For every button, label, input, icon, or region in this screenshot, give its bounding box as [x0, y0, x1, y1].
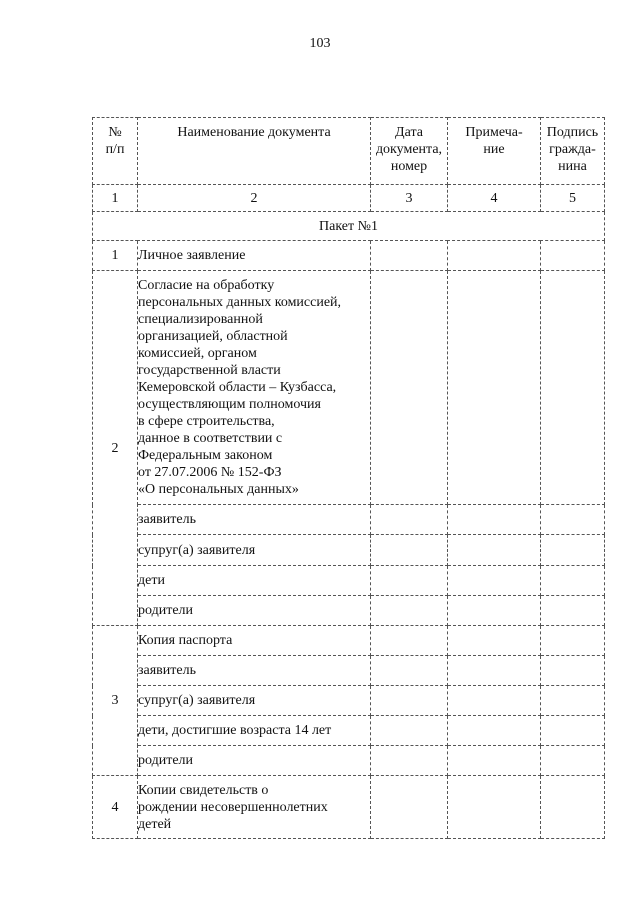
date-cell: [371, 716, 448, 746]
date-cell: [371, 686, 448, 716]
signature-cell: [541, 776, 605, 839]
document-subitem: дети, достигшие возраста 14 лет: [138, 716, 371, 746]
signature-cell: [541, 626, 605, 656]
signature-cell: [541, 686, 605, 716]
table-row: [93, 505, 605, 535]
note-cell: [448, 686, 541, 716]
table-row: [93, 746, 605, 776]
signature-cell: [541, 535, 605, 566]
note-cell: [448, 626, 541, 656]
document-subitem: дети: [138, 566, 371, 596]
document-subitem: супруг(а) заявителя: [138, 535, 371, 566]
signature-cell: [541, 566, 605, 596]
date-cell: [371, 656, 448, 686]
table-row: [93, 776, 605, 839]
document-subitem: супруг(а) заявителя: [138, 686, 371, 716]
table-row: [93, 596, 605, 626]
row-number: 2: [93, 271, 138, 626]
column-number: 1: [93, 185, 138, 212]
signature-cell: [541, 596, 605, 626]
date-cell: [371, 535, 448, 566]
table-row: [93, 656, 605, 686]
column-number: 5: [541, 185, 605, 212]
date-cell: [371, 241, 448, 271]
note-cell: [448, 241, 541, 271]
packet-title: Пакет №1: [93, 212, 605, 241]
column-number: 3: [371, 185, 448, 212]
row-number: 4: [93, 776, 138, 839]
table-row: [93, 271, 605, 505]
column-number: 2: [138, 185, 371, 212]
document-name: Личное заявление: [138, 241, 371, 271]
table-row: [93, 241, 605, 271]
document-name: Согласие на обработку персональных данных комиссией, специализированной организацией, областной комиссией, органом государственной власти Кемеровской области – Кузбасса, осуществляющим полномочия в сфере строительства, данное в соответствии с Федеральным законом от 27.07.2006 № 152-ФЗ «О персональных данных»: [138, 271, 371, 505]
signature-cell: [541, 271, 605, 505]
header-document-date: Дата документа, номер: [371, 118, 448, 185]
note-cell: [448, 746, 541, 776]
column-number: 4: [448, 185, 541, 212]
note-cell: [448, 271, 541, 505]
header-number: № п/п: [93, 118, 138, 185]
table-row: [93, 535, 605, 566]
table-row: [93, 626, 605, 656]
row-number: 1: [93, 241, 138, 271]
document-name: Копии свидетельств о рождении несовершеннолетних детей: [138, 776, 371, 839]
note-cell: [448, 535, 541, 566]
document-subitem: заявитель: [138, 656, 371, 686]
table-row: [93, 566, 605, 596]
date-cell: [371, 271, 448, 505]
document-name: Копия паспорта: [138, 626, 371, 656]
note-cell: [448, 656, 541, 686]
note-cell: [448, 566, 541, 596]
row-number: 3: [93, 626, 138, 776]
header-signature: Подпись гражда- нина: [541, 118, 605, 185]
header-note: Примеча- ние: [448, 118, 541, 185]
date-cell: [371, 626, 448, 656]
column-numbers-row: [93, 185, 605, 212]
packet-row: [93, 212, 605, 241]
signature-cell: [541, 241, 605, 271]
document-subitem: родители: [138, 596, 371, 626]
date-cell: [371, 505, 448, 535]
signature-cell: [541, 505, 605, 535]
note-cell: [448, 716, 541, 746]
note-cell: [448, 505, 541, 535]
date-cell: [371, 596, 448, 626]
document-subitem: заявитель: [138, 505, 371, 535]
table-row: [93, 686, 605, 716]
signature-cell: [541, 716, 605, 746]
table-row: [93, 716, 605, 746]
date-cell: [371, 776, 448, 839]
document-subitem: родители: [138, 746, 371, 776]
signature-cell: [541, 656, 605, 686]
date-cell: [371, 566, 448, 596]
page-number: 103: [309, 36, 331, 51]
table-header-row: [93, 118, 605, 185]
documents-table: [92, 117, 605, 839]
note-cell: [448, 596, 541, 626]
date-cell: [371, 746, 448, 776]
header-document-name: Наименование документа: [138, 118, 371, 185]
note-cell: [448, 776, 541, 839]
signature-cell: [541, 746, 605, 776]
